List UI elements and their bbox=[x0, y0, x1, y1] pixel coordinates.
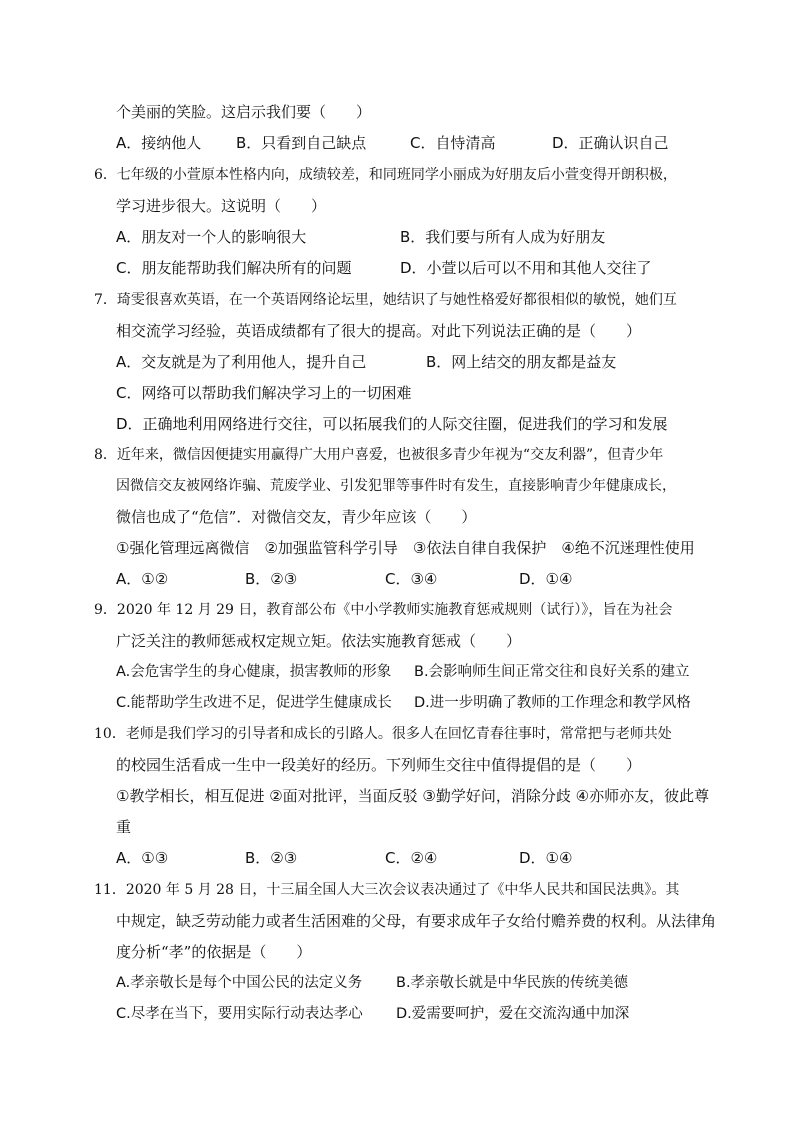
q10-option-d[interactable]: D．①④ bbox=[519, 849, 573, 867]
q7-option-b[interactable]: B．网上结交的朋友都是益友 bbox=[426, 353, 617, 371]
q9-option-a[interactable]: A.会危害学生的身心健康，损害教师的形象 bbox=[116, 664, 392, 680]
q5-option-a[interactable]: A．接纳他人 bbox=[116, 134, 202, 152]
q11-option-b[interactable]: B.孝亲敬长就是中华民族的传统美德 bbox=[396, 975, 629, 991]
q7-option-d[interactable]: D．正确地利用网络进行交往，可以拓展我们的人际交往圈，促进我们的学习和发展 bbox=[116, 415, 668, 433]
q5-option-d[interactable]: D．正确认识自己 bbox=[552, 134, 669, 152]
q10-option-b[interactable]: B．②③ bbox=[245, 849, 298, 867]
q5-option-c[interactable]: C．自恃清高 bbox=[410, 134, 496, 152]
q6-stem-line-1: 6．七年级的小萱原本性格内向，成绩较差，和同班同学小丽成为好朋友后小萱变得开朗积极， bbox=[94, 167, 677, 183]
q6-option-d[interactable]: D．小萱以后可以不用和其他人交往了 bbox=[400, 259, 652, 277]
q11-stem-line-1: 11．2020 年 5 月 28 日，十三届全国人大三次会议表决通过了《中华人民共和国民法典》。其 bbox=[94, 882, 680, 898]
q9-stem-line-2: 广泛关注的教师惩戒权定规立矩。依法实施教育惩戒（ ） bbox=[116, 632, 522, 650]
q9-option-d[interactable]: D.进一步明确了教师的工作理念和教学风格 bbox=[414, 695, 691, 711]
q7-option-a[interactable]: A．交友就是为了利用他人，提升自己 bbox=[116, 353, 367, 371]
q8-stem-line-1: 8．近年来，微信因便捷实用赢得广大用户喜爱，也被很多青少年视为“交友利器”，但青少年 bbox=[94, 447, 664, 463]
q8-option-b[interactable]: B．②③ bbox=[245, 570, 298, 588]
q5-stem-continuation: 个美丽的笑脸。这启示我们要（ ） bbox=[116, 103, 372, 121]
q8-option-d[interactable]: D．①④ bbox=[519, 570, 573, 588]
q10-option-c[interactable]: C．②④ bbox=[385, 849, 438, 867]
q11-stem-line-3: 度分析“孝”的依据是（ ） bbox=[116, 943, 312, 961]
q9-option-c[interactable]: C.能帮助学生改进不足，促进学生健康成长 bbox=[116, 695, 392, 711]
q10-stem-line-2: 的校园生活看成一生中一段美好的经历。下列师生交往中值得提倡的是（ ） bbox=[116, 756, 642, 774]
q11-option-c[interactable]: C.尽孝在当下，要用实际行动表达孝心 bbox=[116, 1006, 363, 1022]
q11-option-d[interactable]: D.爱需要呵护，爱在交流沟通中加深 bbox=[396, 1006, 630, 1022]
q10-statements-line-1: ①教学相长，相互促进 ②面对批评，当面反驳 ③勤学好问，消除分歧 ④亦师亦友，彼此尊 bbox=[116, 787, 710, 805]
q9-stem-line-1: 9．2020 年 12 月 29 日，教育部公布《中小学教师实施教育惩戒规则（试行）》，旨在为社会 bbox=[94, 602, 673, 618]
q10-option-a[interactable]: A．①③ bbox=[116, 849, 169, 867]
q8-statements: ①强化管理远离微信 ②加强监管科学引导 ③依法自律自我保护 ④绝不沉迷理性使用 bbox=[116, 539, 695, 557]
q7-stem-line-2: 相交流学习经验，英语成绩都有了很大的提高。对此下列说法正确的是（ ） bbox=[116, 322, 642, 340]
q11-option-a[interactable]: A.孝亲敬长是每个中国公民的法定义务 bbox=[116, 975, 363, 991]
q6-option-b[interactable]: B．我们要与所有人成为好朋友 bbox=[400, 228, 606, 246]
q8-stem-line-3: 微信也成了“危信”．对微信交友，青少年应该（ ） bbox=[116, 508, 477, 526]
q7-option-c[interactable]: C．网络可以帮助我们解决学习上的一切困难 bbox=[116, 384, 412, 402]
q6-stem-line-2: 学习进步很大。这说明（ ） bbox=[116, 197, 327, 215]
q8-stem-line-2: 因微信交友被网络诈骗、荒废学业、引发犯罪等事件时有发生，直接影响青少年健康成长， bbox=[116, 478, 676, 494]
q5-option-b[interactable]: B．只看到自己缺点 bbox=[236, 134, 367, 152]
q10-statements-line-2: 重 bbox=[116, 818, 132, 836]
q8-option-a[interactable]: A．①② bbox=[116, 570, 169, 588]
q6-option-a[interactable]: A．朋友对一个人的影响很大 bbox=[116, 228, 307, 246]
q10-stem-line-1: 10．老师是我们学习的引导者和成长的引路人。很多人在回忆青春往事时，常常把与老师共处 bbox=[94, 726, 672, 742]
q8-option-c[interactable]: C．③④ bbox=[385, 570, 438, 588]
q11-stem-line-2: 中规定，缺乏劳动能力或者生活困难的父母，有要求成年子女给付赡养费的权利。从法律角 bbox=[116, 912, 717, 930]
q9-option-b[interactable]: B.会影响师生间正常交往和良好关系的建立 bbox=[414, 664, 690, 680]
q7-stem-line-1: 7．琦雯很喜欢英语，在一个英语网络论坛里，她结识了与她性格爱好都很相似的敏悦，她们互 bbox=[94, 292, 677, 308]
q6-option-c[interactable]: C．朋友能帮助我们解决所有的问题 bbox=[116, 259, 352, 277]
